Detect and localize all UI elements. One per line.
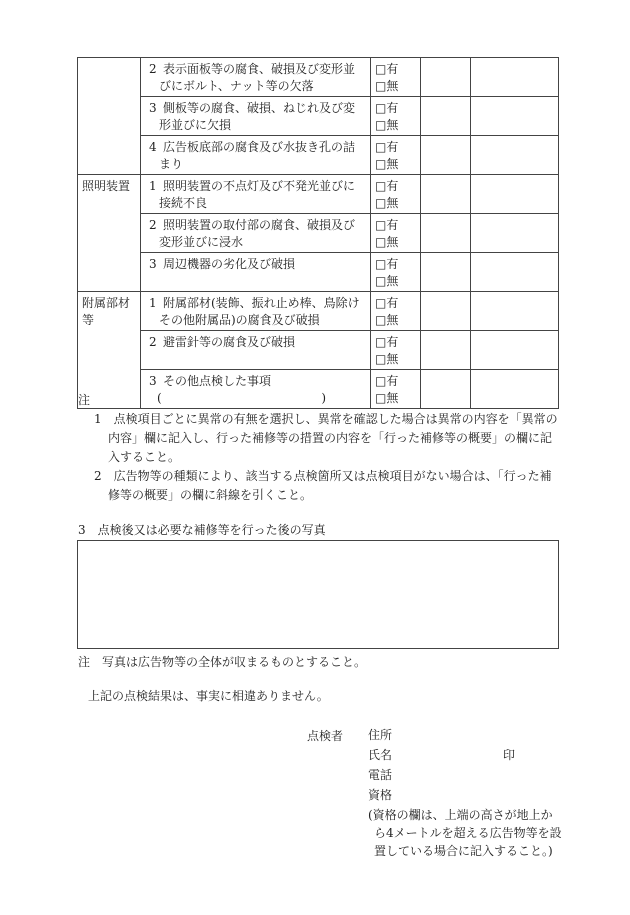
item-number: 1	[149, 179, 157, 193]
table-row	[78, 292, 559, 331]
presence-cell[interactable]	[371, 253, 421, 292]
item-cell	[141, 331, 371, 370]
table-row	[78, 58, 559, 97]
option-no-checkbox[interactable]: □無	[375, 235, 399, 249]
repair-summary-cell[interactable]	[471, 331, 559, 370]
note-number: 2	[94, 469, 102, 483]
table-row	[78, 175, 559, 214]
option-no-checkbox[interactable]: □無	[375, 118, 399, 132]
note-item	[88, 410, 560, 467]
option-yes-checkbox[interactable]: □有	[375, 179, 399, 193]
item-number: 1	[149, 296, 157, 310]
option-yes-checkbox[interactable]: □有	[375, 296, 399, 310]
repair-summary-cell[interactable]	[471, 58, 559, 97]
abnormality-cell[interactable]	[421, 331, 471, 370]
item-text: 表示面板等の腐食、破損及び変形並びにボルト、ナット等の欠落	[159, 62, 356, 93]
qualification-row[interactable]	[368, 786, 563, 806]
item-text: 避雷針等の腐食及び破損	[163, 335, 296, 349]
inspection-table	[77, 57, 559, 409]
option-no-checkbox[interactable]: □無	[375, 157, 399, 171]
item-number: 3	[149, 257, 157, 271]
option-yes-checkbox[interactable]: □有	[375, 257, 399, 271]
section-3-title: 3 点検後又は必要な補修等を行った後の写真	[78, 523, 326, 537]
option-no-checkbox[interactable]: □無	[375, 313, 399, 327]
notes-heading: 注	[78, 393, 91, 407]
name-label: 氏名	[368, 748, 393, 762]
item-text: 側板等の腐食、破損、ねじれ及び変形並びに欠損	[159, 101, 356, 132]
abnormality-cell[interactable]	[421, 97, 471, 136]
table-row	[78, 97, 559, 136]
repair-summary-cell[interactable]	[471, 214, 559, 253]
item-cell	[141, 136, 371, 175]
category-cell	[78, 175, 141, 292]
item-text: その他点検した事項	[163, 374, 272, 388]
repair-summary-cell[interactable]	[471, 136, 559, 175]
note-item	[88, 467, 560, 505]
qualification-label: 資格	[368, 788, 393, 802]
item-text: 周辺機器の劣化及び破損	[163, 257, 296, 271]
address-label: 住所	[368, 728, 393, 742]
note-number: 1	[94, 412, 102, 426]
presence-cell[interactable]	[371, 331, 421, 370]
abnormality-cell[interactable]	[421, 175, 471, 214]
repair-summary-cell[interactable]	[471, 97, 559, 136]
item-number: 2	[149, 62, 157, 76]
abnormality-cell[interactable]	[421, 214, 471, 253]
option-yes-checkbox[interactable]: □有	[375, 374, 399, 388]
abnormality-cell[interactable]	[421, 253, 471, 292]
category-cell	[78, 58, 141, 175]
item-text: 照明装置の不点灯及び不発光並びに接続不良	[159, 179, 356, 210]
phone-row[interactable]	[368, 766, 563, 786]
presence-cell[interactable]	[371, 214, 421, 253]
name-row[interactable]	[368, 746, 563, 766]
qualification-remark: (資格の欄は、上端の高さが地上から4メートルを超える広告物等を設置している場合に記入すること。)	[368, 808, 562, 858]
item-cell	[141, 214, 371, 253]
repair-summary-cell[interactable]	[471, 253, 559, 292]
category-label: 照明装置	[82, 179, 131, 193]
presence-cell[interactable]	[371, 175, 421, 214]
abnormality-cell[interactable]	[421, 292, 471, 331]
table-row	[78, 331, 559, 370]
option-no-checkbox[interactable]: □無	[375, 79, 399, 93]
photo-area[interactable]	[77, 540, 559, 649]
abnormality-cell[interactable]	[421, 58, 471, 97]
option-no-checkbox[interactable]: □無	[375, 391, 399, 405]
item-number: 2	[149, 218, 157, 232]
item-text: 附属部材(装飾、振れ止め棒、鳥除けその他附属品)の腐食及び破損	[159, 296, 360, 327]
item-cell	[141, 175, 371, 214]
repair-summary-cell[interactable]	[471, 292, 559, 331]
item-number: 2	[149, 335, 157, 349]
presence-cell[interactable]	[371, 136, 421, 175]
item-number: 4	[149, 140, 157, 154]
option-no-checkbox[interactable]: □無	[375, 274, 399, 288]
item-cell	[141, 292, 371, 331]
option-yes-checkbox[interactable]: □有	[375, 101, 399, 115]
item-text: 照明装置の取付部の腐食、破損及び変形並びに浸水	[159, 218, 356, 249]
notes-section	[78, 391, 560, 505]
option-yes-checkbox[interactable]: □有	[375, 140, 399, 154]
abnormality-cell[interactable]	[421, 136, 471, 175]
seal-mark: 印	[502, 748, 515, 762]
note-text: 広告物等の種類により、該当する点検箇所又は点検項目がない場合は、「行った補修等の概要」の欄に斜線を引くこと。	[108, 469, 552, 502]
inspector-label: 点検者	[307, 729, 344, 743]
option-yes-checkbox[interactable]: □有	[375, 218, 399, 232]
category-label: 附属部材等	[82, 296, 131, 327]
inspector-block	[368, 726, 563, 860]
paren-close: )	[321, 391, 326, 405]
item-cell	[141, 58, 371, 97]
option-yes-checkbox[interactable]: □有	[375, 62, 399, 76]
photo-note: 注 写真は広告物等の全体が収まるものとすること。	[78, 655, 367, 669]
presence-cell[interactable]	[371, 97, 421, 136]
note-text: 点検項目ごとに異常の有無を選択し、異常を確認した場合は異常の内容を「異常の内容」欄に記入し、行った補修等の措置の内容を「行った補修等の概要」の欄に記入すること。	[108, 412, 558, 464]
item-cell	[141, 253, 371, 292]
item-text: 広告板底部の腐食及び水抜き孔の詰まり	[159, 140, 356, 171]
item-number: 3	[149, 101, 157, 115]
presence-cell[interactable]	[371, 292, 421, 331]
table-row	[78, 253, 559, 292]
declaration-text: 上記の点検結果は、事実に相違ありません。	[88, 689, 329, 703]
address-row[interactable]	[368, 726, 563, 746]
repair-summary-cell[interactable]	[471, 175, 559, 214]
option-no-checkbox[interactable]: □無	[375, 352, 399, 366]
paren-open: (	[157, 391, 162, 405]
table-row	[78, 136, 559, 175]
table-row	[78, 214, 559, 253]
option-no-checkbox[interactable]: □無	[375, 196, 399, 210]
item-number: 3	[149, 374, 157, 388]
item-cell	[141, 97, 371, 136]
phone-label: 電話	[368, 768, 393, 782]
option-yes-checkbox[interactable]: □有	[375, 335, 399, 349]
presence-cell[interactable]	[371, 58, 421, 97]
